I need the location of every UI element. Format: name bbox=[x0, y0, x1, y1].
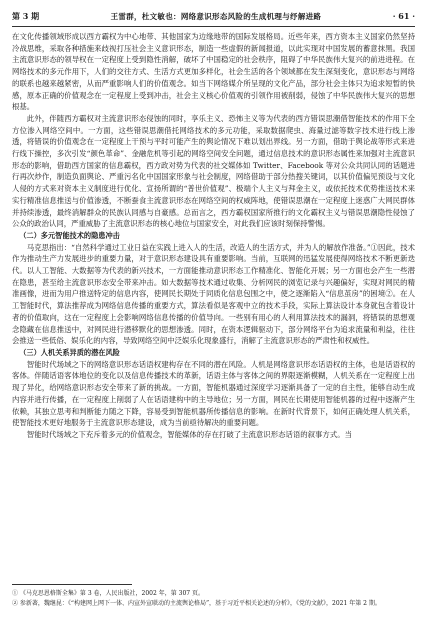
section-heading: （三）人机关系异质的潜在风险 bbox=[19, 347, 120, 357]
running-header bbox=[12, 6, 415, 26]
footnote: ② 参新著，魏继昆：《“构建网上网下一体、内宣外宣联动的主流舆论格局”，基于习近平相关论述的分析》，《党的文献》，2021 年第 2 期。 bbox=[12, 600, 381, 607]
header-rule bbox=[12, 26, 415, 27]
footnote: ① 《马克思恩格斯全集》第 3 卷，人民出版社，2002 年，第 307 页。 bbox=[12, 590, 204, 597]
page-number: · 61 · bbox=[392, 11, 415, 21]
section-heading: （二）多元智能技术的隐患冲击 bbox=[19, 230, 120, 240]
paragraph: 马克思指出：“自然科学通过工业日益在实践上进入人的生活，改造人的生活方式，并为人的解放作准备。”①因此，技术作为推动生产力发展进步的重要力量，对于意识形态建设具有重要影响。当前，互联网的迅猛发展使得网络技术不断更新迭代。以人工智能、大数据等为代表的新兴技术，一方面能推动意识形态工作精准化、智能化开展；另一方面也会产生一些潜在隐患，甚至给主流意识形态安全带来冲击。如大数据等技术通过收集、分析网民的浏览记录与兴趣偏好，实现对网民的精准画像，进而为用户推送特定的信息内容，使网民长期处于同质化信息包围之中，使之逐渐陷入“信息茧房”的困境②。在人工智能时代，算法推荐成为网络信息传播的重要方式，算法看似是客观中立的技术手段，实际上算法设计本身就包含着设计者的价值取向，这在一定程度上会影响网络信息传播的价值导向。一些别有用心的人利用算法技术的漏洞，将错误的思想观念隐藏在信息推送中，对网民进行潜移默化的思想渗透。同时，在资本逻辑驱动下，部分网络平台为追求流量和利益，往往会推送一些低俗、娱乐化的内容，导致网络空间中泛娱乐化现象盛行，消解了主流意识形态的严肃性和权威性。 bbox=[12, 242, 415, 346]
article-body bbox=[12, 31, 415, 571]
paragraph: 智能时代场域之下充斥着多元的价值观念，智能媒体的存在打破了主流意识形态话语的叙事方式。当 bbox=[26, 429, 352, 439]
footnote-rule bbox=[12, 584, 132, 585]
paragraph: 智能时代场域之下的网络意识形态话语权建构存在不同的潜在风险。人机是网络意识形态话语权的主体，也是话语权的客体。伴随话语客体地位的变化以及信息传播技术的革新，话语主体与客体之间的界限逐渐模糊，人机关系在一定程度上出现了异化，给网络意识形态安全带来了新的挑战。一方面，智能机器通过深度学习逐渐具备了一定的自主性，能够自动生成内容并进行传播，在一定程度上削弱了人在话语建构中的主导地位；另一方面，网民在长期使用智能机器的过程中逐渐产生依赖，其独立思考和判断能力随之下降，容易受到智能机器所传播信息的影响。在新时代背景下，如何正确处理人机关系，使智能技术更好地服务于主流意识形态建设，成为当前亟待解决的重要问题。 bbox=[12, 359, 415, 428]
running-title: 王雷群，杜文敏也：网络意识形态风险的生成机理与纾解进路 bbox=[110, 11, 322, 21]
paragraph: 在文化传播领域形成以西方霸权为中心地带、其他国家为边缘地带的国际发展格局。近些年来，西方资本主义国家仍然坚持冷战思维，采取各种措施来歧视打压社会主义意识形态，制造一些虚假的新闻报道，以此实现对中国发展的蓄意抹黑。我国主流意识形态的领导权在一定程度上受到隐性消解，破坏了中国稳定的社会秩序，阻碍了中华民族伟大复兴的前进进程。在网络技术的多元作用下，人们的交往方式、生活方式更加多样化，社会生活的各个领域都在发生深刻变化，意识形态与网络的联系也越来越紧密，从而严重影响人们的价值观念。如当下网络媒介所呈现的文化产品，部分社会主体只为追求短暂的快感，原本正确的价值观念在一定程度上受到冲击，社会主义核心价值观的引领作用被削弱，侵蚀了中华民族伟大复兴的思想根基。 bbox=[12, 32, 415, 112]
issue-label: 第 3 期 bbox=[12, 10, 40, 21]
footnotes bbox=[12, 589, 415, 609]
paragraph: 此外，伴随西方霸权对主流意识形态侵蚀的同时，享乐主义、恐怖主义等为代表的西方错误思潮借智能技术的作用下全方位渗入网络空间中。一方面，这些错误思潮借托网络技术的多元功能，采取数据爬虫、海量过滤等数字技术进行线上渗透，将错误的价值观念在一定程度上干预与平时可能产生的舆论情况下难以划出界线。另一方面，借助于舆论战等形式来进行线下操控，多次引发“颜色革命”、金融危机等引起的网络空间安全问题，通过信息技术的意识形态属性来加强对主流意识形态的影响，借助西方国家的信息霸权，西方政对势为代表的社交媒体如 Twitter、Facebook 等对公众共同认同的话题进行再次炒作，制造负面舆论、严重污名化中国国家形象与社会制度，网络借助于部分热搜关键词，以其价值偏见预设与文化人侵的方式来对资本主义制度进行优化、宣扬所谓的“普世价值观”、极端个人主义与拜金主义，或依托技术优势推送技术来实行精准信息推送与价值渗透，不断蚕食主流意识形态在网络空间的权威阵地，使错误思潮在一定程度上迷惑广大网民群体并持续渗透，最终消解群众的民族认同感与自豪感。总而言之，西方霸权国家所推行的文化霸权主义与错误思潮隐性侵蚀了公众的政治认同，严重威胁了主流意识形态的核心地位与国家安全，对此我们应该时刻保持警惕。 bbox=[12, 113, 415, 229]
